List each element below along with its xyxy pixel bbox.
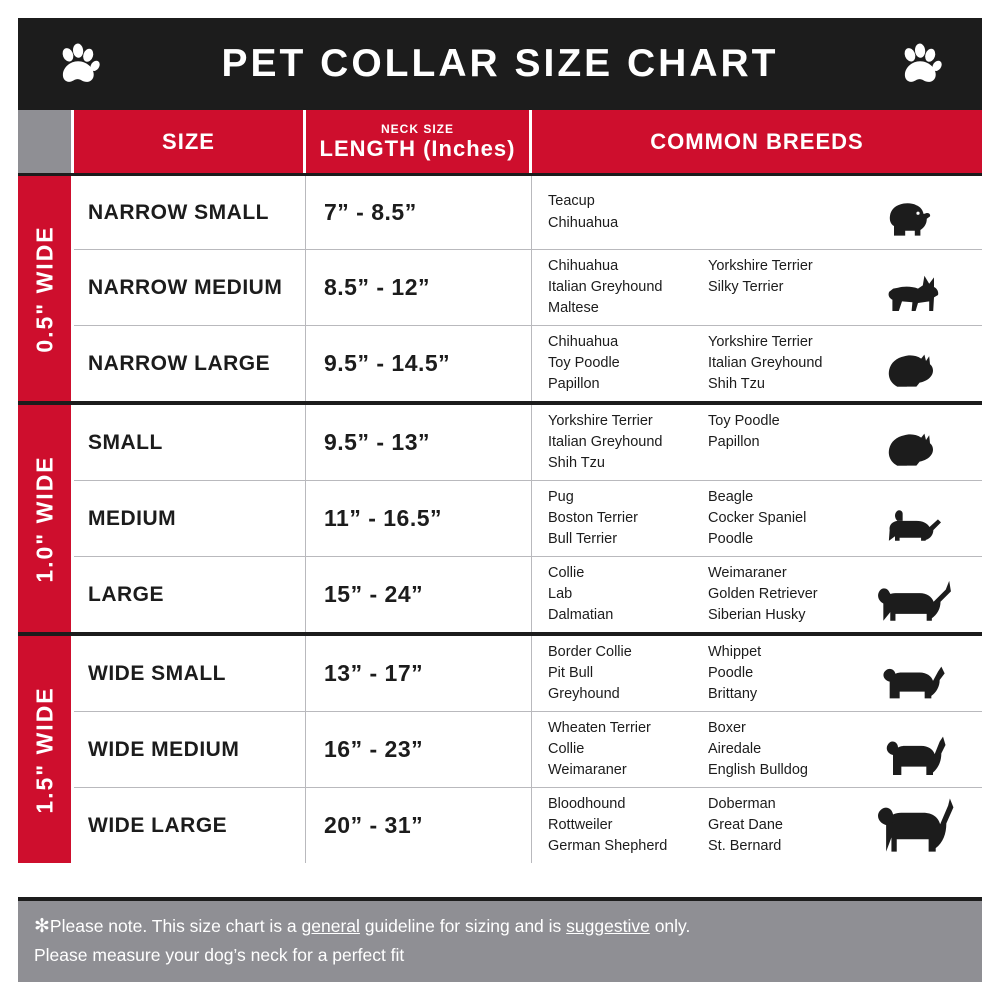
breed-column-2 <box>708 411 844 474</box>
group-rows-standard <box>74 405 982 632</box>
table-body <box>18 173 982 897</box>
cell-size: WIDE MEDIUM <box>74 712 306 787</box>
breed-columns <box>548 191 858 233</box>
size-chart <box>18 18 982 982</box>
breed-item: Papillon <box>548 376 600 393</box>
group-label-standard-text: 1.0" WIDE <box>31 454 57 583</box>
breed-item: Toy Poodle <box>708 413 780 430</box>
group-wide <box>18 632 982 863</box>
breed-item: Pit Bull <box>548 665 594 682</box>
breed-columns <box>548 718 858 781</box>
breed-column-1 <box>548 794 684 857</box>
breed-item: Maltese <box>548 300 599 317</box>
pitbull-silhouette-icon <box>858 642 978 705</box>
breed-column-2 <box>708 563 844 626</box>
breed-columns <box>548 256 858 319</box>
table-row <box>74 176 982 250</box>
header-neck-size-label: NECK SIZE <box>380 122 454 137</box>
papillon-silhouette-icon <box>858 411 978 474</box>
disclaimer-text-b: guideline for sizing and is <box>359 916 567 937</box>
papillon-silhouette-icon <box>858 332 978 395</box>
breed-item: Airedale <box>708 741 762 758</box>
breed-column-2 <box>708 794 844 857</box>
breed-column-1 <box>548 332 684 395</box>
cell-breeds <box>532 250 982 325</box>
header-length-label: LENGTH (Inches) <box>319 135 516 161</box>
breed-item: Border Collie <box>548 644 632 661</box>
beagle-silhouette-icon <box>858 487 978 550</box>
breed-item: Collie <box>548 741 585 758</box>
breed-item: Toy Poodle <box>548 355 620 372</box>
table-row <box>74 326 982 401</box>
breed-item: Great Dane <box>708 817 783 834</box>
breed-columns <box>548 794 858 857</box>
cell-length: 15” - 24” <box>306 557 532 632</box>
cell-length: 13” - 17” <box>306 636 532 711</box>
breed-item: Cocker Spaniel <box>708 510 807 527</box>
group-label-standard <box>18 405 74 632</box>
breed-item: Italian Greyhound <box>708 355 823 372</box>
breed-column-1 <box>548 411 684 474</box>
breed-item: Italian Greyhound <box>548 434 663 451</box>
breed-column-1 <box>548 718 684 781</box>
breed-column-2 <box>708 642 844 705</box>
table-row <box>74 481 982 557</box>
disclaimer-text-c: only. <box>649 916 691 937</box>
disclaimer-emphasis-general: general <box>301 916 360 937</box>
cell-size: WIDE SMALL <box>74 636 306 711</box>
breed-item: Bloodhound <box>548 796 626 813</box>
cell-breeds <box>532 326 982 401</box>
cell-length: 20” - 31” <box>306 788 532 863</box>
paw-print-icon <box>898 41 944 87</box>
breed-item: Yorkshire Terrier <box>708 258 813 274</box>
breed-item: Boxer <box>708 720 746 737</box>
cell-size: MEDIUM <box>74 481 306 556</box>
disclaimer-line-1 <box>34 913 966 942</box>
breed-item: Chihuahua <box>548 334 619 351</box>
breed-item: Collie <box>548 565 585 582</box>
breed-item: Brittany <box>708 686 758 703</box>
group-rows-wide <box>74 636 982 863</box>
group-label-wide-text: 1.5" WIDE <box>31 686 57 814</box>
cell-size: NARROW MEDIUM <box>74 250 306 325</box>
retriever-silhouette-icon <box>858 563 978 626</box>
cell-length: 9.5” - 13” <box>306 405 532 480</box>
breed-item: Poodle <box>708 531 754 548</box>
breed-column-2 <box>708 718 844 781</box>
chart-title-bar <box>18 18 982 110</box>
cell-size: NARROW SMALL <box>74 176 306 249</box>
breed-columns <box>548 642 858 705</box>
table-row <box>74 788 982 863</box>
breed-item: Golden Retriever <box>708 586 818 603</box>
breed-column-1 <box>548 487 684 550</box>
cell-size: LARGE <box>74 557 306 632</box>
breed-item: Poodle <box>708 665 754 682</box>
group-rows-narrow <box>74 176 982 401</box>
breed-item: English Bulldog <box>708 762 808 779</box>
breed-item: Lab <box>548 586 573 603</box>
breed-item: Doberman <box>708 796 776 813</box>
breed-item: Chihuahua <box>548 214 619 231</box>
group-label-narrow-text: 0.5" WIDE <box>31 224 57 353</box>
group-narrow <box>18 173 982 401</box>
breed-item: Weimaraner <box>548 762 627 779</box>
paw-print-icon <box>56 41 102 87</box>
breed-item: Bull Terrier <box>548 531 618 548</box>
header-length <box>306 110 532 173</box>
table-row <box>74 636 982 712</box>
breed-item: Wheaten Terrier <box>548 720 651 737</box>
breed-item: Shih Tzu <box>708 376 765 393</box>
cell-size: SMALL <box>74 405 306 480</box>
table-row <box>74 712 982 788</box>
disclaimer-text-a: Please note. This size chart is a <box>49 916 302 937</box>
breed-item: Teacup <box>548 193 595 210</box>
disclaimer-note <box>18 897 982 982</box>
breed-column-2 <box>708 191 844 233</box>
header-corner-cell <box>18 110 74 173</box>
cell-length: 8.5” - 12” <box>306 250 532 325</box>
breed-item: Siberian Husky <box>708 607 806 624</box>
cell-size: NARROW LARGE <box>74 326 306 401</box>
breed-column-2 <box>708 332 844 395</box>
cell-length: 7” - 8.5” <box>306 176 532 249</box>
breed-columns <box>548 411 858 474</box>
table-row <box>74 405 982 481</box>
table-row <box>74 557 982 632</box>
cell-size: WIDE LARGE <box>74 788 306 863</box>
table-header-row <box>18 110 982 173</box>
breed-item: St. Bernard <box>708 838 782 855</box>
breed-item: Chihuahua <box>548 258 619 274</box>
cell-breeds <box>532 481 982 556</box>
disclaimer-emphasis-suggestive: suggestive <box>566 916 650 937</box>
disclaimer-line-2: Please measure your dog’s neck for a perfect fit <box>34 944 405 965</box>
yorkie-silhouette-icon <box>858 182 978 243</box>
breed-item: Yorkshire Terrier <box>548 413 653 430</box>
breed-columns <box>548 332 858 395</box>
cell-breeds <box>532 788 982 863</box>
chihuahua-silhouette-icon <box>858 256 978 319</box>
breed-item: Papillon <box>708 434 760 451</box>
group-label-wide <box>18 636 74 863</box>
cell-breeds <box>532 176 982 249</box>
breed-column-2 <box>708 487 844 550</box>
breed-columns <box>548 563 858 626</box>
breed-column-1 <box>548 563 684 626</box>
cell-length: 16” - 23” <box>306 712 532 787</box>
table-row <box>74 250 982 326</box>
breed-item: Yorkshire Terrier <box>708 334 813 351</box>
cell-length: 11” - 16.5” <box>306 481 532 556</box>
breed-column-2 <box>708 256 844 319</box>
breed-item: Shih Tzu <box>548 455 605 472</box>
boxer-silhouette-icon <box>858 718 978 781</box>
breed-column-1 <box>548 191 684 233</box>
header-size <box>74 110 306 173</box>
page-title: PET COLLAR SIZE CHART <box>221 42 779 85</box>
breed-item: Greyhound <box>548 686 620 703</box>
header-size-label: SIZE <box>162 128 215 154</box>
breed-item: Rottweiler <box>548 817 613 834</box>
doberman-silhouette-icon <box>858 794 978 857</box>
breed-item: Silky Terrier <box>708 279 784 296</box>
cell-length: 9.5” - 14.5” <box>306 326 532 401</box>
asterisk-icon: ✻ <box>34 916 50 938</box>
cell-breeds <box>532 405 982 480</box>
breed-item: Weimaraner <box>708 565 787 582</box>
group-label-narrow <box>18 176 74 401</box>
header-breeds-label: COMMON BREEDS <box>650 128 864 154</box>
cell-breeds <box>532 712 982 787</box>
group-standard <box>18 401 982 632</box>
cell-breeds <box>532 557 982 632</box>
breed-column-1 <box>548 256 684 319</box>
header-breeds <box>532 110 982 173</box>
cell-breeds <box>532 636 982 711</box>
breed-item: Boston Terrier <box>548 510 638 527</box>
breed-item: Pug <box>548 489 574 506</box>
breed-item: Whippet <box>708 644 762 661</box>
breed-item: Italian Greyhound <box>548 279 663 296</box>
breed-column-1 <box>548 642 684 705</box>
breed-item: German Shepherd <box>548 838 668 855</box>
breed-item: Beagle <box>708 489 754 506</box>
breed-item: Dalmatian <box>548 607 614 624</box>
breed-columns <box>548 487 858 550</box>
